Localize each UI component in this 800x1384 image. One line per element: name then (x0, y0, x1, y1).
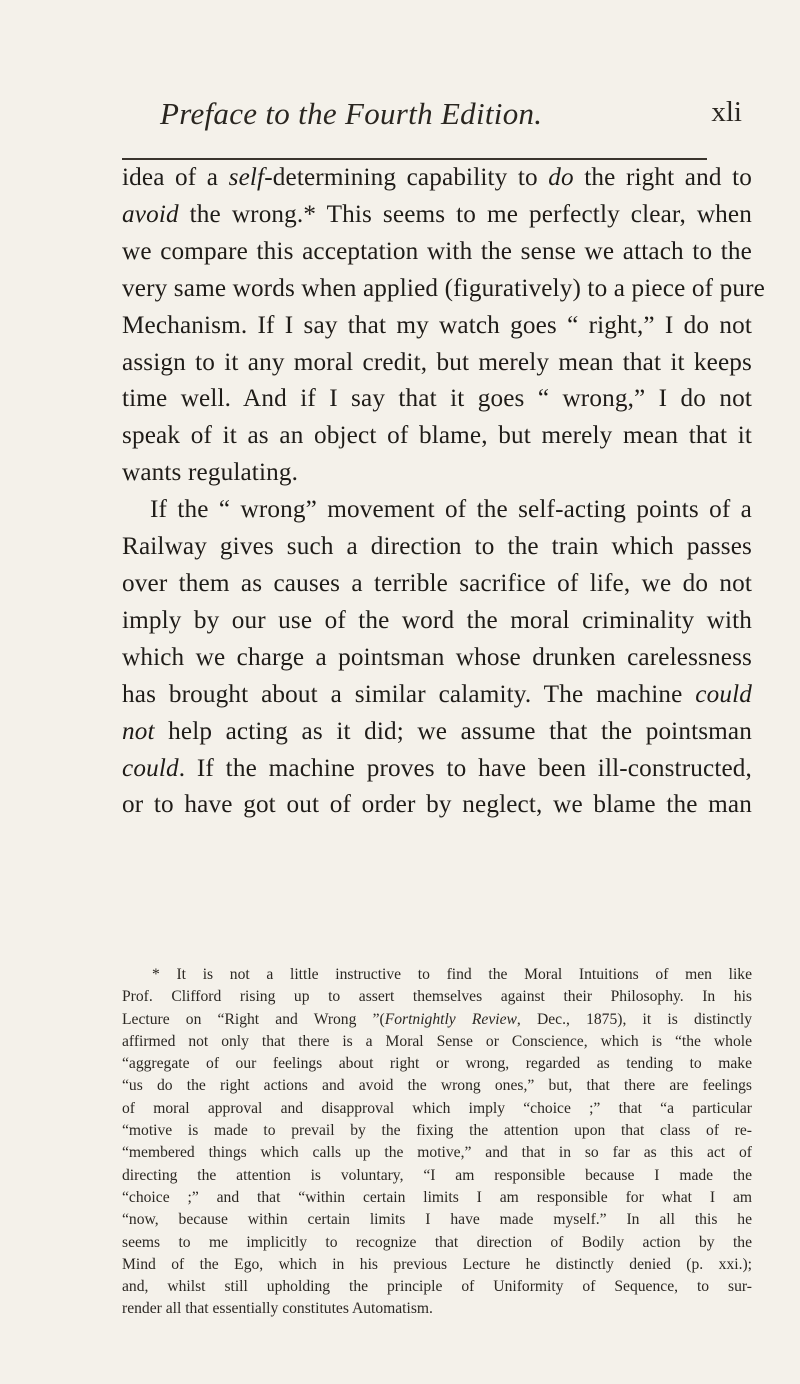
text-line: Mechanism. If I say that my watch goes “ right,” I do not (122, 311, 752, 339)
text-line: not help acting as it did; we assume that the pointsman (122, 717, 752, 745)
footnote-line: “motive is made to prevail by the fixing the attention upon that class of re- (122, 1122, 752, 1140)
text-line: idea of a self-determining capability to do the right and to (122, 164, 752, 191)
text-line: If the “ wrong” movement of the self-acting points of a (150, 496, 752, 524)
footnote-line: Prof. Clifford rising up to assert themselves against their Philosophy. In his (122, 988, 752, 1006)
footnote-line: directing the attention is voluntary, “I am responsible because I made the (122, 1166, 752, 1184)
footnote-line: affirmed not only that there is a Moral Sense or Conscience, which is “the whole (122, 1032, 752, 1050)
footnote-line: * It is not a little instructive to find the Moral Intuitions of men like (152, 966, 752, 983)
text-line: avoid the wrong.* This seems to me perfectly clear, when (122, 200, 752, 228)
text-line: very same words when applied (figuratively) to a piece of pure (122, 274, 765, 302)
text-line: which we charge a pointsman whose drunken carelessness (122, 643, 752, 671)
footnote-line: “now, because within certain limits I have made myself.” In all this he (122, 1211, 752, 1229)
text-line: could. If the machine proves to have been ill-constructed, (122, 754, 752, 782)
footnote-line: render all that essentially constitutes Automatism. (122, 1300, 433, 1318)
text-line: imply by our use of the word the moral criminality with (122, 606, 752, 634)
footnote-line: “choice ;” and that “within certain limits I am responsible for what I am (122, 1188, 752, 1206)
text-line: or to have got out of order by neglect, we blame the man (122, 791, 752, 819)
text-line: has brought about a similar calamity. The machine could (122, 680, 752, 708)
running-title: Preface to the Fourth Edition. (160, 96, 543, 131)
text-line: over them as causes a terrible sacrifice of life, we do not (122, 569, 752, 597)
footnote-line: seems to me implicitly to recognize that direction of Bodily action by the (122, 1233, 752, 1251)
footnote-line: Mind of the Ego, which in his previous Lecture he distinctly denied (p. xxi.); (122, 1255, 752, 1273)
text-line: speak of it as an object of blame, but merely mean that it (122, 422, 752, 450)
footnote-line: “aggregate of our feelings about right or wrong, regarded as tending to make (122, 1055, 752, 1073)
footnote-line: “membered things which calls up the motive,” and that in so far as this act of (122, 1144, 752, 1162)
text-line: time well. And if I say that it goes “ wrong,” I do not (122, 385, 752, 413)
footnote (122, 964, 752, 1321)
footnote-line: Lecture on “Right and Wrong ”(Fortnightly Review, Dec., 1875), it is distinctly (122, 1010, 752, 1028)
page-number: xli (711, 96, 742, 128)
text-line: we compare this acceptation with the sense we attach to the (122, 237, 752, 265)
page-header (160, 96, 760, 146)
footnote-line: of moral approval and disapproval which imply “choice ;” that “a particular (122, 1099, 752, 1117)
main-text (122, 160, 765, 824)
footnote-line: and, whilst still upholding the principle of Uniformity of Sequence, to sur- (122, 1278, 752, 1296)
text-line: wants regulating. (122, 459, 299, 487)
footnote-line: “us do the right actions and avoid the wrong ones,” but, that there are feelings (122, 1077, 752, 1095)
text-line: Railway gives such a direction to the train which passes (122, 533, 752, 561)
text-line: assign to it any moral credit, but merely mean that it keeps (122, 348, 752, 376)
